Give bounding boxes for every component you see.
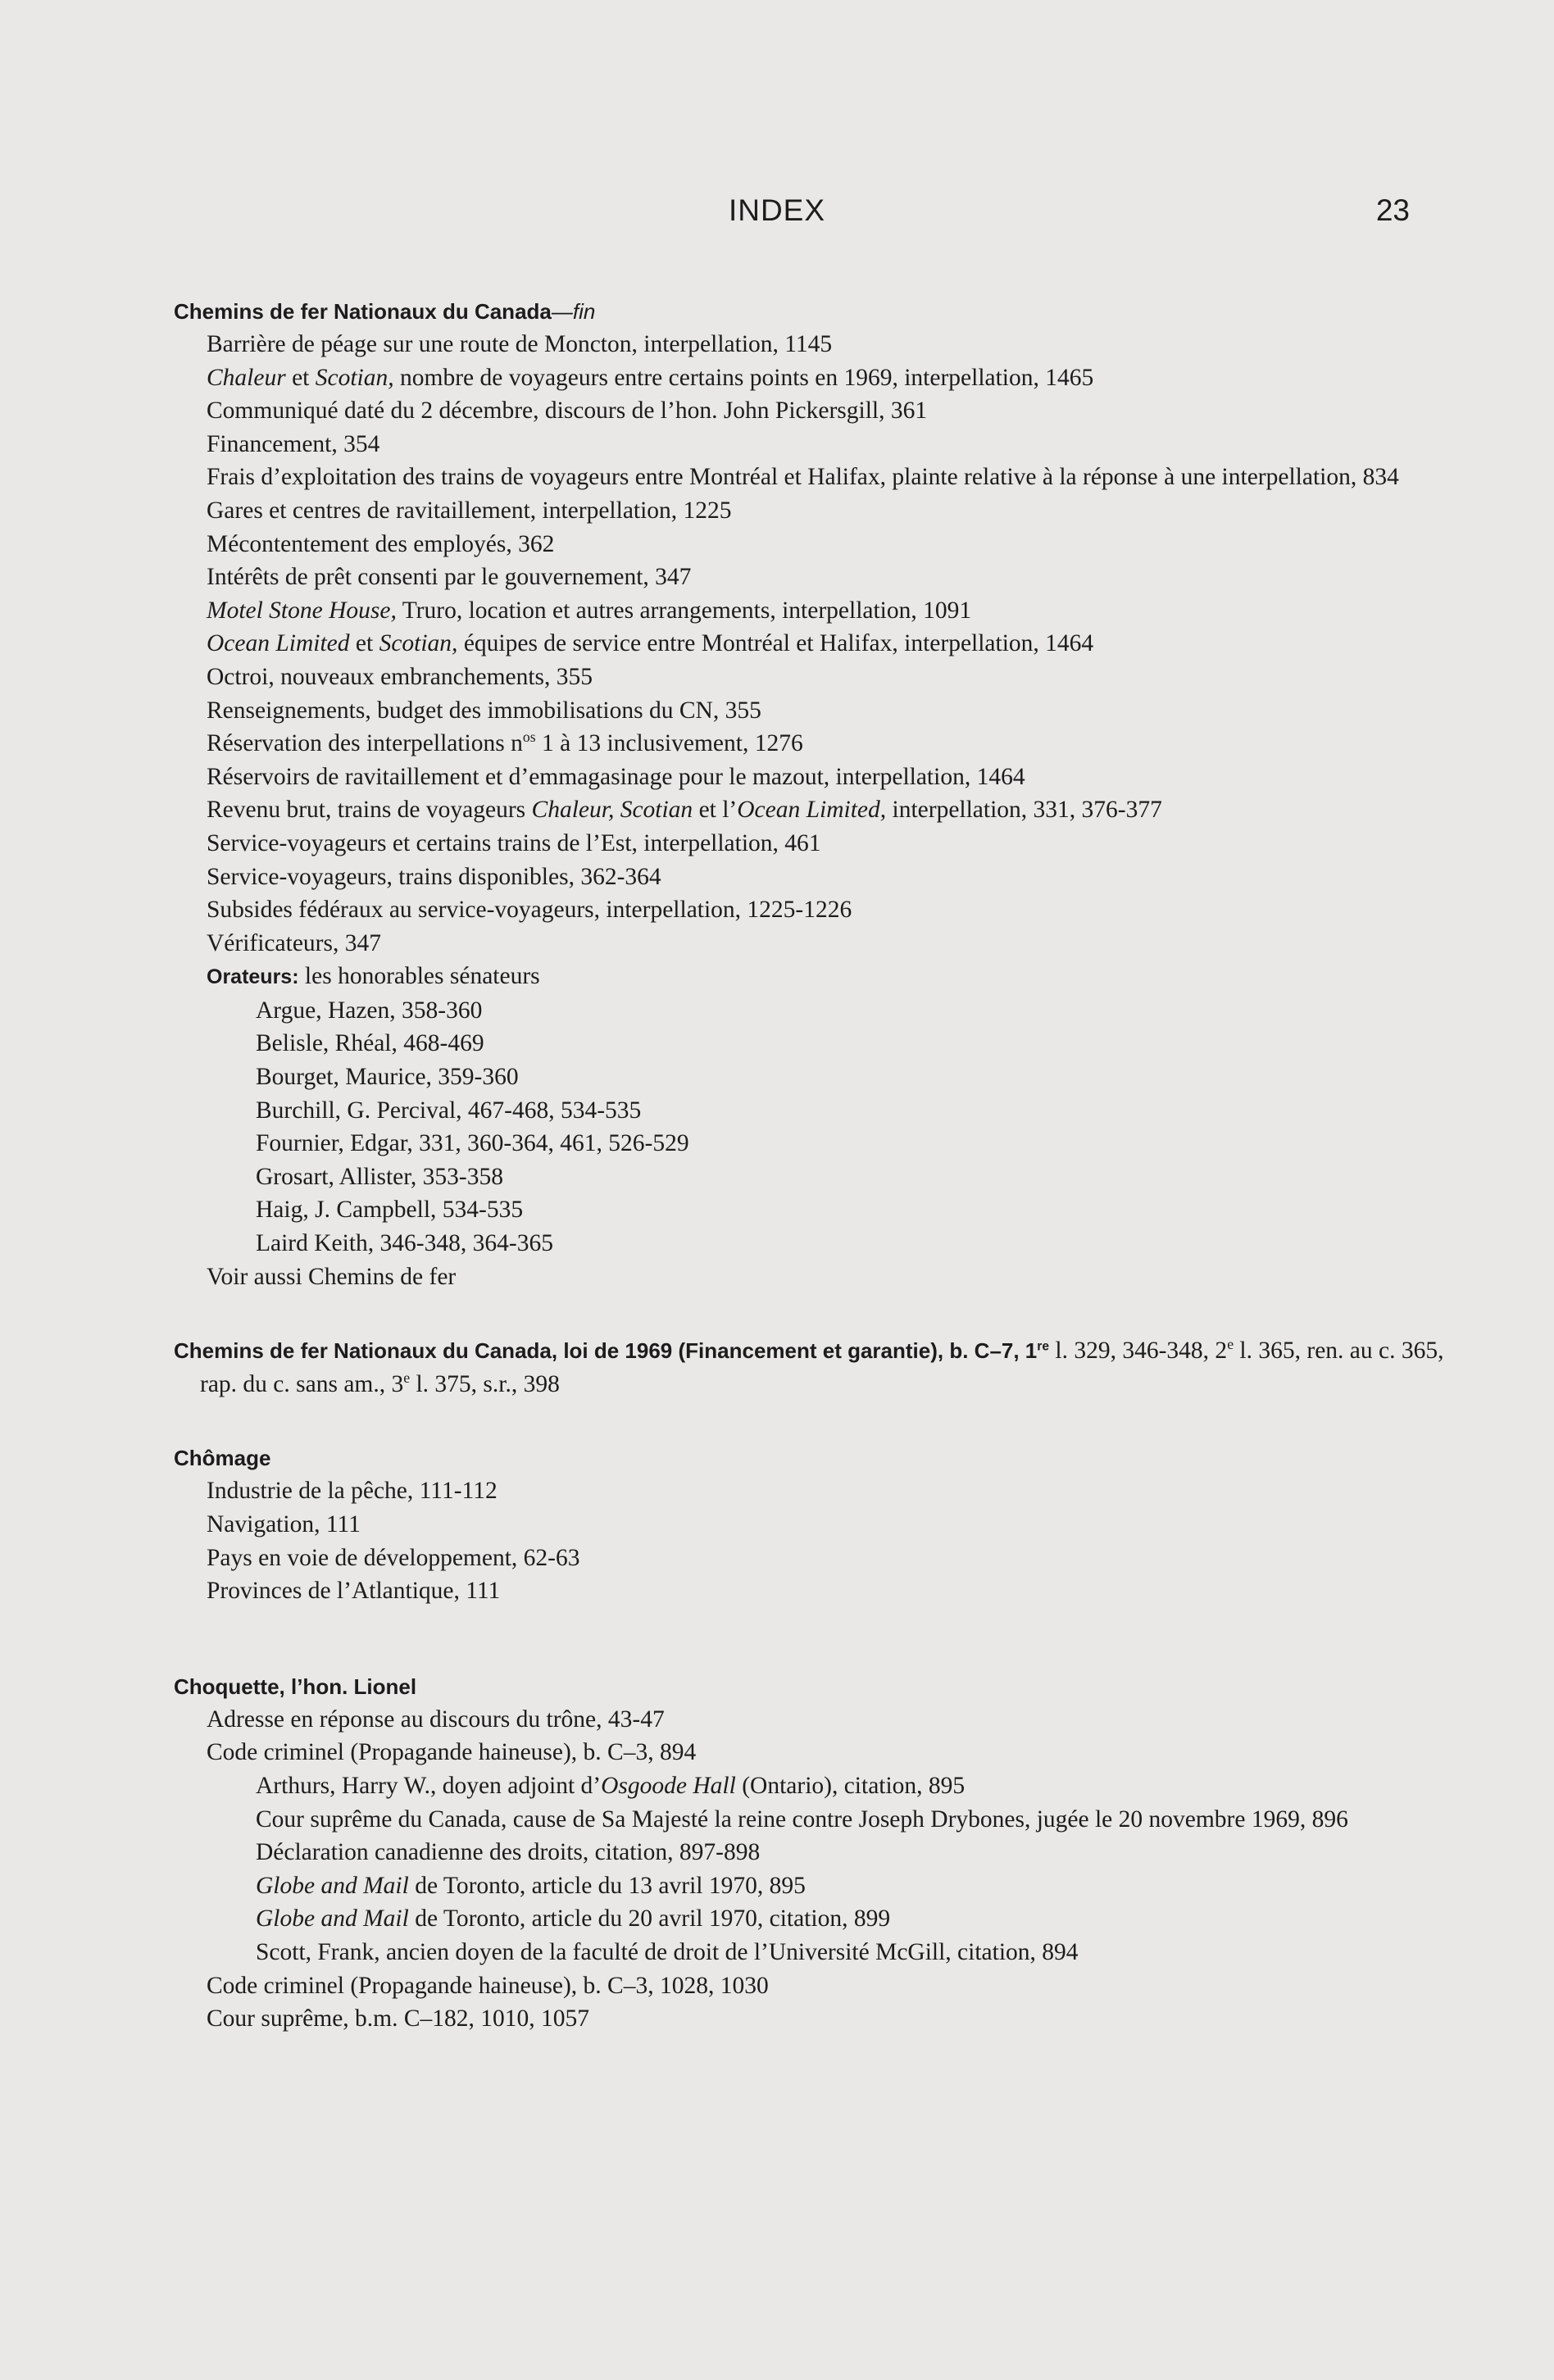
- index-entry: Réservation des interpellations $n^{os}$ 1 à 13 inclusivement, 1276: [207, 729, 803, 757]
- index-entry: Ocean Limited et Scotian, équipes de service entre Montréal et Halifax, interpellation, 1464: [207, 630, 1094, 657]
- sub-entry: Globe and Mail de Toronto, article du 13 avril 1970, 895: [256, 1872, 806, 1899]
- senator-entry: Laird Keith, 346-348, 364-365: [256, 1230, 553, 1257]
- index-entry: Renseignements, budget des immobilisations du CN, 355: [207, 697, 761, 724]
- orateurs-line: Orateurs: les honorables sénateurs: [207, 963, 540, 990]
- section-heading: Chemins de fer Nationaux du Canada, loi de 1969 (Financement et garantie), b. C–7, 1re: [174, 1338, 1050, 1364]
- section-heading: Choquette, l’hon. Lionel: [174, 1674, 417, 1699]
- index-entry: Provinces de l’Atlantique, 111: [207, 1578, 501, 1605]
- sub-entry: Cour suprême du Canada, cause de Sa Majesté la reine contre Joseph Drybones, jugée le 20 novembre 1969, 896: [256, 1805, 1348, 1833]
- index-entry: Barrière de péage sur une route de Moncton, interpellation, 1145: [207, 331, 833, 357]
- index-entry: Service-voyageurs et certains trains de l’Est, interpellation, 461: [207, 829, 821, 856]
- index-content: [174, 295, 1452, 2036]
- index-entry: Chaleur et Scotian, nombre de voyageurs entre certains points en 1969, interpellation, 1465: [207, 364, 1094, 391]
- senator-entry: Haig, J. Campbell, 534-535: [256, 1197, 524, 1224]
- index-entry: Mécontentement des employés, 362: [207, 530, 555, 557]
- index-entry: Code criminel (Propagande haineuse), b. C–3, 894: [207, 1739, 697, 1766]
- index-entry: Adresse en réponse au discours du trône, 43-47: [207, 1706, 665, 1733]
- senator-entry: Argue, Hazen, 358-360: [256, 997, 483, 1024]
- sub-entry: Déclaration canadienne des droits, citation, 897-898: [256, 1839, 761, 1866]
- index-section-cn: [174, 295, 1452, 1293]
- senator-entry: Belisle, Rhéal, 468-469: [256, 1030, 484, 1057]
- index-entry: Gares et centres de ravitaillement, interpellation, 1225: [207, 497, 732, 524]
- index-entry: Motel Stone House, Truro, location et autres arrangements, interpellation, 1091: [207, 597, 972, 624]
- sub-entry: Globe and Mail de Toronto, article du 20 avril 1970, citation, 899: [256, 1905, 891, 1933]
- index-entry: Code criminel (Propagande haineuse), b. C–3, 1028, 1030: [207, 1972, 769, 1999]
- index-entry: Financement, 354: [207, 430, 380, 457]
- senator-entry: Fournier, Edgar, 331, 360-364, 461, 526-529: [256, 1130, 689, 1157]
- senator-entry: Burchill, G. Percival, 467-468, 534-535: [256, 1097, 642, 1124]
- index-entry: Service-voyageurs, trains disponibles, 362-364: [207, 863, 661, 890]
- index-entry: Cour suprême, b.m. C–182, 1010, 1057: [207, 2005, 590, 2033]
- index-entry: Réservoirs de ravitaillement et d’emmagasinage pour le mazout, interpellation, 1464: [207, 763, 1025, 790]
- index-section-cn-loi: Chemins de fer Nationaux du Canada, loi de 1969 (Financement et garantie), b. C–7, 1re l. 329, 346-348, 2e l. 365, ren. au c. 365, rap. du c. sans am., 3e l. 375, s.r., 398: [174, 1336, 1444, 1397]
- sub-entry: Scott, Frank, ancien doyen de la faculté de droit de l’Université McGill, citation, 894: [256, 1938, 1079, 1965]
- index-section-choquette: [174, 1670, 1452, 2036]
- see-also: Voir aussi Chemins de fer: [207, 1263, 457, 1290]
- page-number: 23: [1375, 193, 1410, 227]
- page-title: INDEX: [728, 193, 826, 227]
- senator-entry: Bourget, Maurice, 359-360: [256, 1064, 519, 1091]
- section-heading: Chômage: [174, 1446, 271, 1471]
- index-entry: Pays en voie de développement, 62-63: [207, 1544, 580, 1571]
- index-entry: Revenu brut, trains de voyageurs Chaleur, Scotian et l’Ocean Limited, interpellation, 331, 376-377: [207, 797, 1162, 824]
- index-entry: Industrie de la pêche, 111-112: [207, 1478, 498, 1505]
- index-entry: Intérêts de prêt consenti par le gouvernement, 347: [207, 564, 692, 591]
- index-entry: Navigation, 111: [207, 1511, 361, 1537]
- senator-entry: Grosart, Allister, 353-358: [256, 1163, 503, 1190]
- page-header: [0, 193, 1554, 234]
- orateurs-label: Orateurs:: [207, 965, 299, 989]
- index-section-chomage: [174, 1442, 1452, 1607]
- index-entry: Subsides fédéraux au service-voyageurs, interpellation, 1225-1226: [207, 897, 852, 924]
- sub-entry: Arthurs, Harry W., doyen adjoint d’Osgoode Hall (Ontario), citation, 895: [256, 1772, 966, 1799]
- index-entry: Octroi, nouveaux embranchements, 355: [207, 663, 593, 690]
- index-entry: Frais d’exploitation des trains de voyageurs entre Montréal et Halifax, plainte relative à la réponse à une interpellation, 834: [207, 464, 1399, 491]
- index-entry: Communiqué daté du 2 décembre, discours de l’hon. John Pickersgill, 361: [207, 397, 928, 425]
- section-heading: Chemins de fer Nationaux du Canada—fin: [174, 299, 596, 324]
- index-entry: Vérificateurs, 347: [207, 929, 381, 956]
